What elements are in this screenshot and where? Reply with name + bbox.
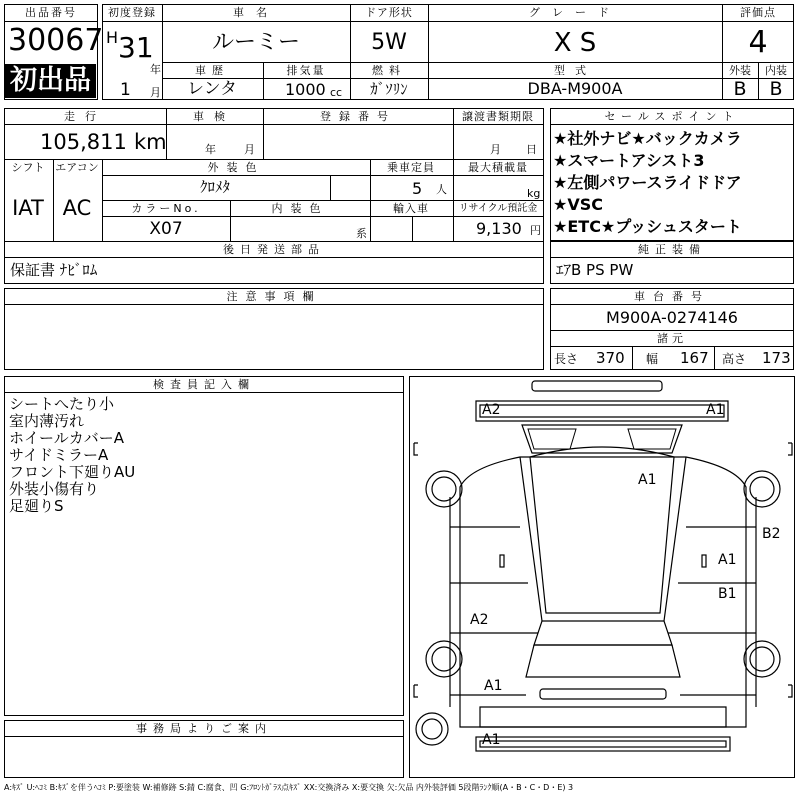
- chassis-label: 車台番号: [634, 290, 710, 303]
- door-label: ドア形状: [365, 6, 413, 19]
- max-load-label: 最大積載量: [468, 161, 528, 174]
- sales-point: ★社外ナビ★バックカメラ: [553, 129, 742, 148]
- caution-label: 注意事項欄: [226, 290, 322, 303]
- door-type: 5W: [371, 30, 407, 55]
- ac: AC: [62, 196, 92, 220]
- ac-label: エアコン: [55, 161, 99, 174]
- first-reg-month: 1: [120, 80, 131, 100]
- car-diagram: [409, 376, 795, 778]
- model-label: 型式: [554, 64, 596, 77]
- fuel: ｶﾞｿﾘﾝ: [370, 80, 408, 98]
- chassis-number: M900A-0274146: [606, 308, 738, 327]
- first-listing-badge: 初出品: [5, 64, 96, 98]
- history: レンタ: [187, 79, 237, 99]
- score: 4: [748, 25, 768, 60]
- car-name: ルーミー: [211, 30, 301, 55]
- damage-mark-right-front-door: A1: [718, 552, 737, 568]
- car-name-label: 車名: [233, 6, 279, 19]
- sales-point: ★左側パワースライドドア: [553, 173, 742, 192]
- sales-point: ★VSC: [553, 195, 603, 214]
- first-reg-label: 初度登録: [108, 6, 156, 19]
- damage-mark-right-rear-door: B2: [762, 526, 781, 542]
- office-label: 事務局よりご案内: [136, 722, 272, 735]
- interior-color-label: 内装色: [271, 202, 329, 215]
- transfer-day-unit: 日: [526, 143, 537, 156]
- interior-label: 内装: [765, 64, 787, 77]
- inspector-note: 室内薄汚れ: [9, 412, 85, 430]
- damage-mark-rear-left: A1: [484, 678, 503, 694]
- spec-label: 諸元: [657, 332, 687, 345]
- displacement: 1000: [285, 80, 326, 99]
- interior-color-unit: 系: [356, 227, 367, 240]
- grade-label: グレード: [529, 6, 621, 19]
- recycle-label: リサイクル預託金: [458, 203, 538, 214]
- damage-mark-right-rear-panel: B1: [718, 586, 737, 602]
- exterior-color: ｸﾛﾒﾀ: [199, 178, 231, 196]
- width-label: 幅: [646, 352, 659, 366]
- transfer-month-unit: 月: [490, 143, 501, 156]
- lot-number: 30067: [8, 23, 104, 58]
- fuel-label: 燃料: [372, 64, 406, 77]
- inspector-note: サイドミラーA: [9, 446, 109, 464]
- inspector-label: 検査員記入欄: [153, 378, 255, 391]
- damage-mark-roof: A1: [638, 472, 657, 488]
- mileage-unit: km: [134, 130, 167, 154]
- year-unit: 年: [150, 63, 161, 76]
- mileage-label: 走行: [64, 110, 106, 123]
- max-load-unit: kg: [527, 187, 541, 200]
- damage-mark-front-right: A1: [706, 402, 725, 418]
- era: H: [106, 28, 119, 47]
- later-parts: 保証書 ﾅﾋﾞﾛﾑ: [10, 261, 98, 279]
- inspector-note: シートへたり小: [9, 395, 115, 413]
- lot-number-label: 出品番号: [25, 6, 77, 19]
- transfer-deadline-label: 譲渡書類期限: [462, 110, 534, 123]
- sales-point: ★スマートアシスト3: [553, 151, 705, 170]
- width: 167: [680, 349, 709, 367]
- color-no-label: カラーNo.: [131, 202, 201, 215]
- genuine-equipment-label: 純正装備: [638, 243, 706, 256]
- capacity-label: 乗車定員: [387, 161, 435, 174]
- interior-grade: B: [769, 78, 783, 100]
- recycle-fee: 9,130: [476, 219, 522, 238]
- grade: X S: [553, 28, 597, 58]
- exterior-color-label: 外装色: [207, 161, 265, 174]
- history-label: 車歴: [195, 64, 229, 77]
- reg-number-label: 登録番号: [320, 110, 396, 123]
- inspector-notes: [9, 396, 135, 515]
- mileage: 105,811: [40, 130, 127, 154]
- exterior-label: 外装: [729, 64, 751, 77]
- inspector-note: ホイールカバーA: [9, 429, 124, 447]
- inspection-label: 車検: [193, 110, 235, 123]
- damage-mark-left-rear-quarter: A2: [470, 612, 489, 628]
- capacity-unit: 人: [436, 183, 447, 196]
- damage-legend: A:ｷｽﾞ U:ﾍｺﾐ B:ｷｽﾞを伴うﾍｺﾐ P:要塗装 W:補修跡 S:錆 C:腐食、凹 G:ﾌﾛﾝﾄｶﾞﾗｽ点ｷｽﾞ XX:交換済み X:要交換 欠:欠品 内外装評価 5段階ﾗﾝｸ順(A・B・C・D・E) 3: [4, 783, 574, 792]
- height: 173: [762, 349, 791, 367]
- month-unit: 月: [150, 86, 161, 99]
- score-label: 評価点: [740, 6, 776, 19]
- first-reg-year: 31: [118, 31, 154, 64]
- color-no: X07: [149, 219, 183, 239]
- height-label: 高さ: [722, 352, 747, 366]
- genuine-equipment: ｴｱB PS PW: [556, 261, 634, 279]
- inspection-year-unit: 年: [205, 143, 216, 156]
- displacement-unit: cc: [330, 86, 343, 99]
- damage-mark-bottom-left: A1: [482, 732, 501, 748]
- sales-point: ★ETC★プッシュスタート: [553, 217, 742, 236]
- length-label: 長さ: [554, 352, 579, 366]
- inspector-note: 外装小傷有り: [9, 480, 100, 498]
- recycle-unit: 円: [530, 224, 541, 237]
- damage-mark-front-left: A2: [482, 402, 501, 418]
- shift-label: シフト: [11, 161, 45, 174]
- shift: IAT: [12, 196, 44, 220]
- import-label: 輸入車: [393, 202, 429, 215]
- capacity: 5: [412, 179, 423, 198]
- later-parts-label: 後日発送部品: [223, 243, 325, 256]
- inspection-month-unit: 月: [244, 143, 255, 156]
- car-diagram-drawing: [410, 377, 796, 779]
- inspector-note: フロント下廻りAU: [9, 463, 136, 481]
- sales-points-label: セールスポイント: [604, 110, 740, 123]
- exterior-grade: B: [733, 78, 747, 100]
- model-code: DBA-M900A: [527, 79, 623, 98]
- length: 370: [596, 349, 625, 367]
- displacement-label: 排気量: [286, 64, 326, 77]
- sales-points-list: [553, 128, 742, 238]
- inspector-note: 足廻りS: [9, 497, 64, 515]
